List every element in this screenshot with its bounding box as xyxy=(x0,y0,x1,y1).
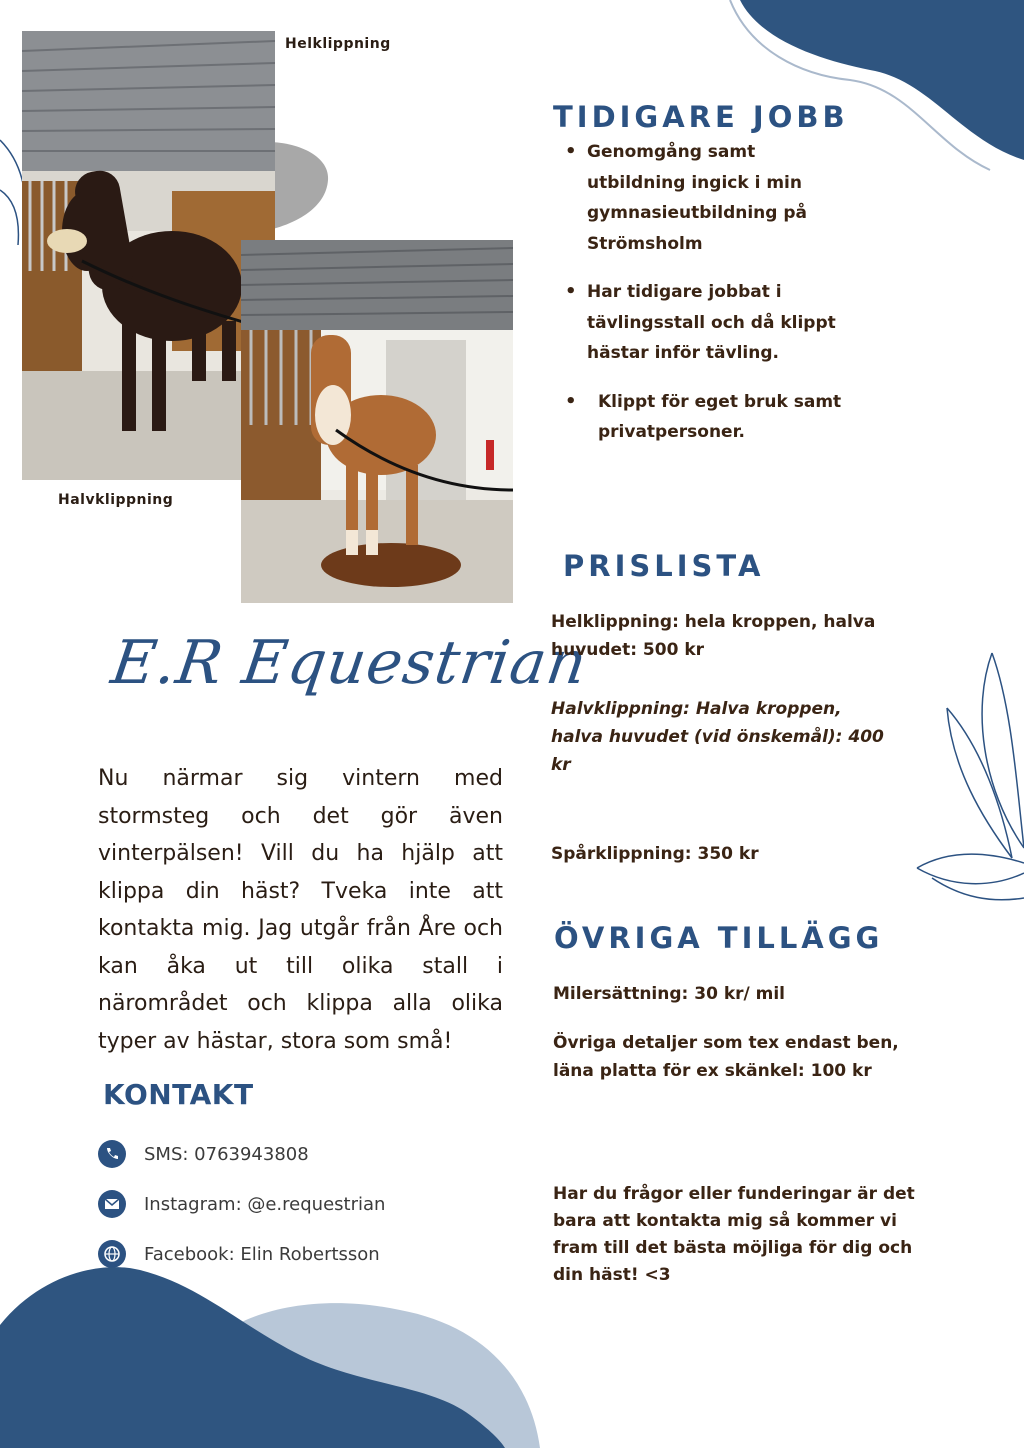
closing-text: Har du frågor eller funderingar är det bara att kontakta mig så kommer vi fram till det bästa möjliga för dig och din häst! <3 xyxy=(553,1184,915,1285)
prislista-title: PRISLISTA xyxy=(563,549,765,583)
phone-icon xyxy=(98,1140,126,1168)
tidigare-jobb-list xyxy=(553,137,843,448)
brand-title: E.R Equestrian xyxy=(107,628,592,698)
bottom-left-blob xyxy=(0,1265,560,1448)
contact-instagram-text: Instagram: @e.requestrian xyxy=(144,1193,386,1215)
ovriga-detaljer: Övriga detaljer som tex endast ben, läna platta för ex skänkel: 100 kr xyxy=(553,1033,899,1081)
caption-halvklippning: Halvklippning xyxy=(58,492,174,508)
tidigare-jobb-item: • Klippt för eget bruk samt privatpersoner. xyxy=(553,387,843,448)
kontakt-title: KONTAKT xyxy=(103,1078,254,1111)
price-sparklippning: Spårklippning: 350 kr xyxy=(551,844,759,864)
ovriga-title: ÖVRIGA TILLÄGG xyxy=(554,921,884,955)
intro-paragraph: Nu närmar sig vintern med stormsteg och det gör även vinterpälsen! Vill du ha hjälp att klippa din häst? Tveka inte att kontakta mig. Jag utgår från Åre och kan åka ut till olika stall i närområdet och klippa alla olika typer av hästar, stora som små! xyxy=(98,766,503,1054)
globe-icon xyxy=(98,1240,126,1268)
contact-sms-text: SMS: 0763943808 xyxy=(144,1143,309,1165)
caption-helklippning: Helklippning xyxy=(285,36,391,52)
price-halvklippning: Halvklippning: Halva kroppen, halva huvudet (vid önskemål): 400 kr xyxy=(551,699,884,775)
tidigare-jobb-item: • Genomgång samt utbildning ingick i min gymnasieutbildning på Strömsholm xyxy=(553,137,843,259)
contact-instagram xyxy=(98,1190,385,1218)
photo-helklippning xyxy=(22,31,275,480)
tidigare-jobb-item: • Har tidigare jobbat i tävlingsstall och då klippt hästar inför tävling. xyxy=(553,277,843,369)
contact-facebook xyxy=(98,1240,380,1268)
ovriga-milersattning: Milersättning: 30 kr/ mil xyxy=(553,984,786,1004)
mail-icon xyxy=(98,1190,126,1218)
contact-facebook-text: Facebook: Elin Robertsson xyxy=(144,1243,380,1265)
price-helklippning: Helklippning: hela kroppen, halva huvudet: 500 kr xyxy=(551,612,876,660)
leaf-decoration xyxy=(912,648,1024,918)
tidigare-jobb-title: TIDIGARE JOBB xyxy=(553,100,849,134)
photo-halvklippning xyxy=(241,240,513,603)
contact-sms xyxy=(98,1140,309,1168)
